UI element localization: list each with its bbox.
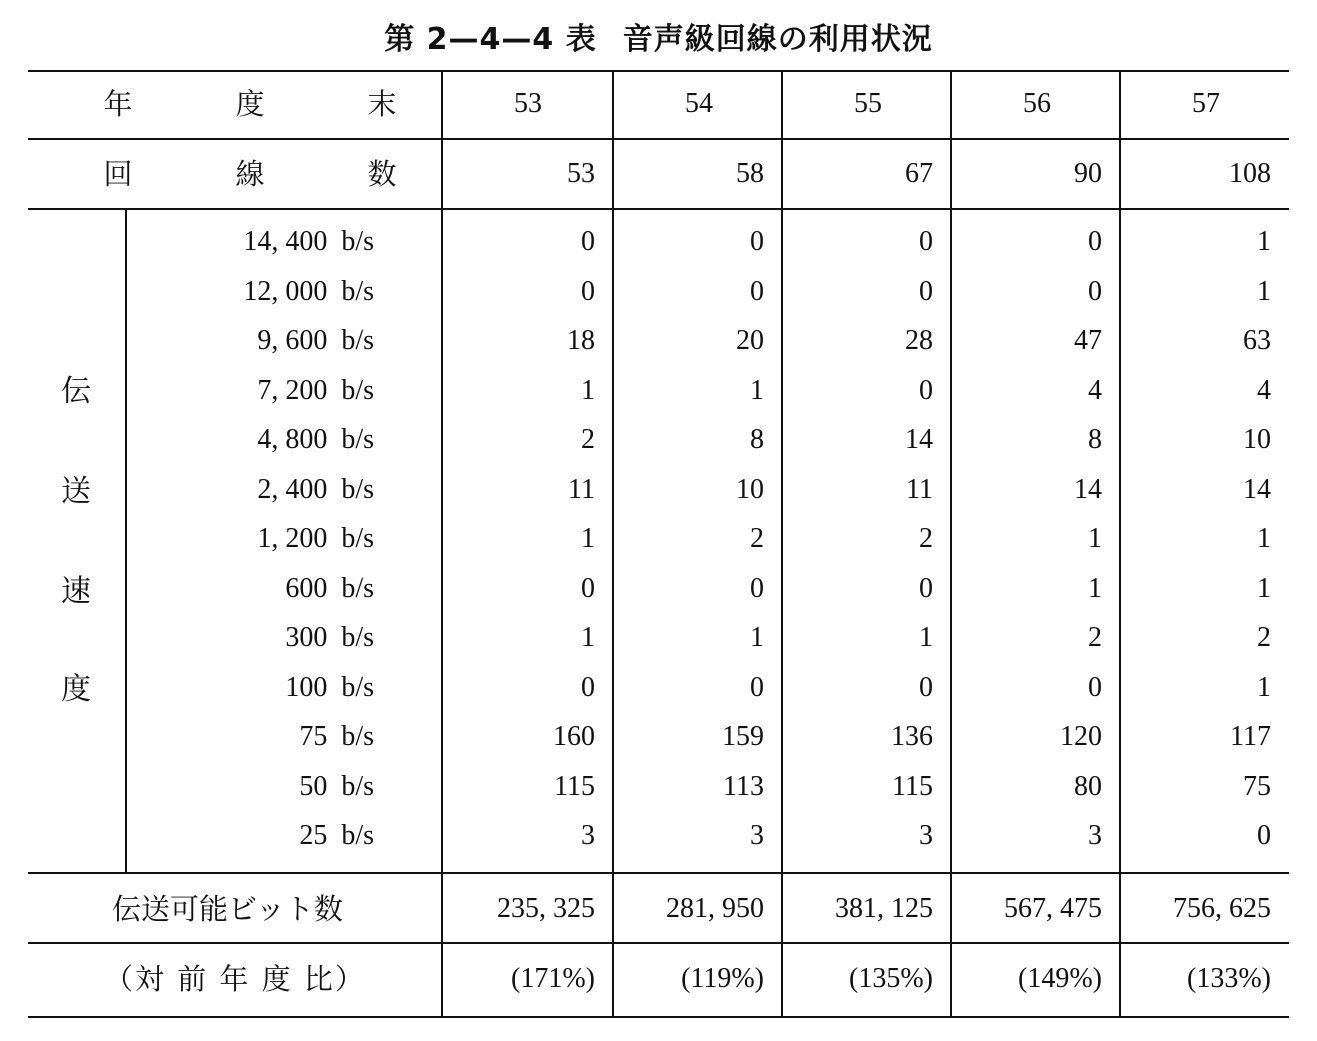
year-header: 53 [514, 88, 542, 119]
speed-value: 0 [919, 275, 933, 307]
header-label-char: 末 [367, 87, 397, 121]
rule-under-capacity [28, 942, 1289, 944]
year-header: 55 [854, 88, 882, 119]
speed-value: 115 [554, 770, 595, 802]
rule-bottom [28, 1016, 1289, 1018]
capacity-value: 235, 325 [497, 893, 595, 924]
speed-value: 0 [750, 275, 764, 307]
speed-value: 18 [567, 325, 595, 356]
header-label-char: 度 [235, 87, 265, 121]
speed-value: 28 [905, 325, 933, 356]
speed-value: 0 [919, 374, 933, 406]
speed-value: 0 [750, 572, 764, 604]
speed-value: 120 [1060, 721, 1102, 752]
speed-value: 47 [1074, 325, 1102, 356]
speed-value: 75 [1243, 770, 1271, 802]
circuits-label-char: 数 [367, 157, 397, 191]
speed-value: 2 [919, 523, 933, 554]
speed-value: 4 [1257, 374, 1271, 406]
speed-value: 0 [581, 226, 595, 257]
speed-value: 3 [750, 820, 764, 851]
speed-value: 10 [1243, 424, 1271, 455]
speed-value: 2 [750, 523, 764, 554]
speed-value: 1 [581, 622, 595, 653]
ratio-value: (135%) [849, 963, 933, 994]
speed-value: 14 [905, 424, 933, 455]
ratio-value: (119%) [681, 963, 764, 994]
speed-label: 12, 000 b/s [243, 275, 374, 307]
year-header: 56 [1023, 88, 1051, 119]
speed-value: 1 [1257, 671, 1271, 703]
speed-value: 0 [919, 226, 933, 257]
speed-value: 1 [1257, 523, 1271, 554]
speed-label: 9, 600 b/s [257, 325, 374, 356]
speed-value: 0 [919, 572, 933, 604]
speed-label: 50 b/s [299, 770, 374, 802]
capacity-value: 756, 625 [1173, 893, 1271, 924]
ratio-value: (171%) [511, 963, 595, 994]
speed-value: 1 [1257, 226, 1271, 257]
circuits-value: 58 [736, 158, 764, 189]
speed-value: 0 [581, 572, 595, 604]
speed-value: 1 [1088, 572, 1102, 604]
circuits-label-char: 線 [235, 157, 265, 191]
year-header: 57 [1192, 88, 1220, 119]
circuits-value: 67 [905, 158, 933, 189]
circuits-value: 108 [1229, 158, 1271, 189]
speed-value: 1 [581, 374, 595, 406]
circuits-value: 53 [567, 158, 595, 189]
speed-value: 2 [581, 424, 595, 455]
speed-value: 117 [1230, 721, 1271, 752]
speed-value: 0 [1257, 820, 1271, 851]
speed-value: 0 [581, 671, 595, 703]
speed-value: 1 [750, 622, 764, 653]
capacity-value: 381, 125 [835, 893, 933, 924]
speed-group-label-char: 度 [61, 672, 91, 707]
capacity-label: 伝送可能ビット数 [112, 892, 343, 926]
speed-value: 3 [1088, 820, 1102, 851]
table-caption: 音声級回線の利用状況 [622, 22, 933, 57]
ratio-value: (149%) [1018, 963, 1102, 994]
speed-value: 3 [581, 820, 595, 851]
speed-group-label-char: 伝 [61, 374, 91, 409]
speed-value: 14 [1243, 473, 1271, 505]
rule-under-circuits [28, 208, 1289, 210]
speed-value: 1 [581, 523, 595, 554]
rule-under-speeds [28, 872, 1289, 874]
speed-value: 0 [1088, 671, 1102, 703]
speed-value: 0 [1088, 226, 1102, 257]
rule-under-header [28, 138, 1289, 140]
ratio-value: (133%) [1187, 963, 1271, 994]
speed-value: 0 [581, 275, 595, 307]
speed-value: 0 [1088, 275, 1102, 307]
speed-value: 8 [750, 424, 764, 455]
speed-value: 159 [722, 721, 764, 752]
speed-label: 14, 400 b/s [243, 226, 374, 257]
speed-value: 0 [750, 226, 764, 257]
speed-value: 1 [1257, 275, 1271, 307]
speed-value: 4 [1088, 374, 1102, 406]
speed-value: 14 [1074, 473, 1102, 505]
speed-value: 1 [750, 374, 764, 406]
speed-value: 0 [750, 671, 764, 703]
speed-value: 1 [919, 622, 933, 653]
speed-value: 11 [568, 473, 595, 505]
speed-label: 300 b/s [285, 622, 374, 653]
speed-value: 80 [1074, 770, 1102, 802]
speed-value: 11 [906, 473, 933, 505]
speed-value: 8 [1088, 424, 1102, 455]
year-header: 54 [685, 88, 713, 119]
speed-label: 25 b/s [299, 820, 374, 851]
speed-value: 2 [1257, 622, 1271, 653]
table-number: 第 2—4—4 表 [384, 22, 597, 57]
speed-value: 2 [1088, 622, 1102, 653]
speed-label: 75 b/s [299, 721, 374, 752]
speed-label: 2, 400 b/s [257, 473, 374, 505]
ratio-label: （対 前 年 度 比） [104, 962, 366, 996]
speed-value: 115 [892, 770, 933, 802]
speed-value: 3 [919, 820, 933, 851]
circuits-value: 90 [1074, 158, 1102, 189]
speed-value: 20 [736, 325, 764, 356]
speed-label: 7, 200 b/s [257, 374, 374, 406]
speed-label: 100 b/s [285, 671, 374, 703]
circuits-label-char: 回 [103, 157, 133, 191]
speed-value: 136 [891, 721, 933, 752]
speed-value: 0 [919, 671, 933, 703]
header-label-char: 年 [103, 87, 133, 121]
speed-value: 1 [1088, 523, 1102, 554]
speed-value: 1 [1257, 572, 1271, 604]
speed-label: 1, 200 b/s [257, 523, 374, 554]
speed-value: 113 [723, 770, 764, 802]
speed-value: 160 [553, 721, 595, 752]
speed-value: 63 [1243, 325, 1271, 356]
speed-label: 600 b/s [285, 572, 374, 604]
capacity-value: 567, 475 [1004, 893, 1102, 924]
speed-group-label-char: 送 [61, 474, 91, 509]
table-title [0, 14, 1317, 58]
group-divider [125, 208, 127, 872]
speed-group-label-char: 速 [61, 574, 91, 609]
rule-top [28, 70, 1289, 72]
speed-value: 10 [736, 473, 764, 505]
speed-label: 4, 800 b/s [257, 424, 374, 455]
capacity-value: 281, 950 [666, 893, 764, 924]
